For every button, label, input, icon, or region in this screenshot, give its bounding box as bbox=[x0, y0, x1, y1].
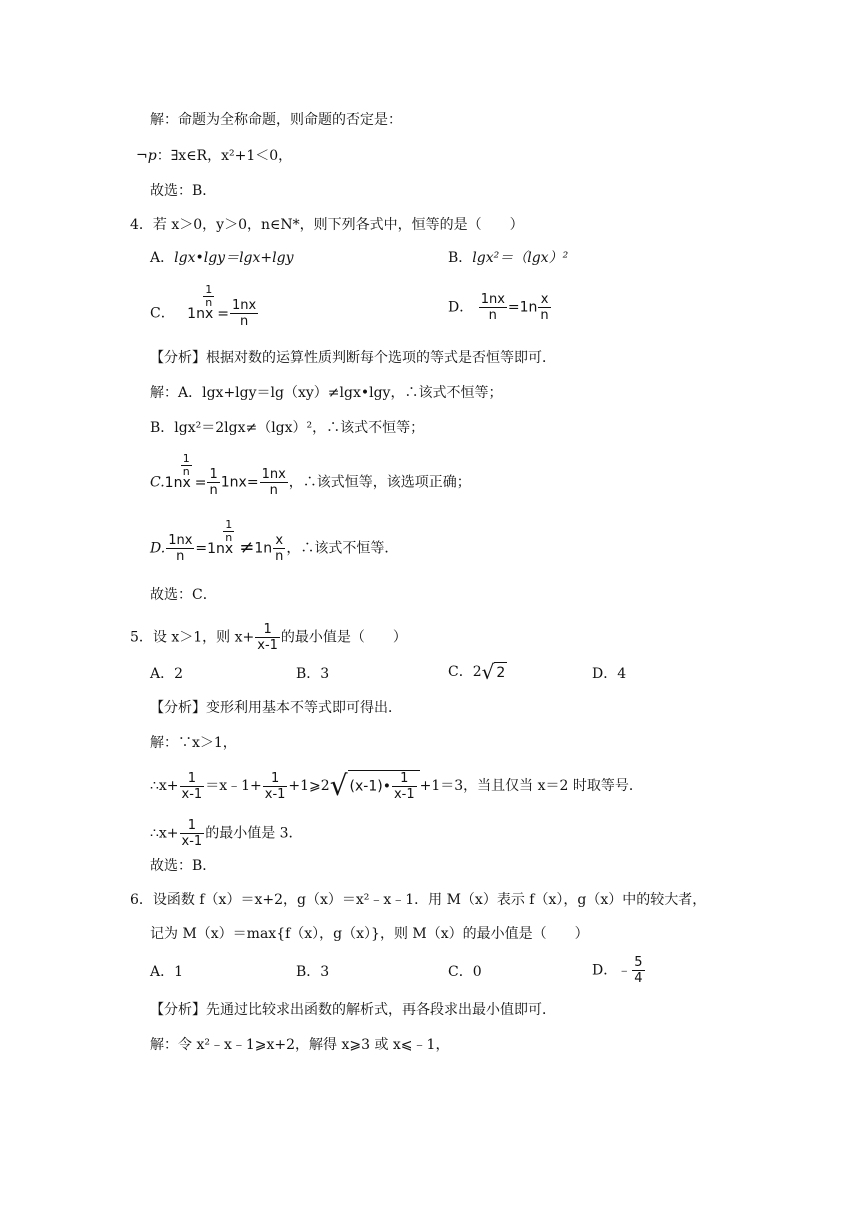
q4-solution-a: 解：A．lgx+lgy＝lg（xy）≠lgx•lgy，∴该式不恒等； bbox=[150, 385, 503, 401]
q4-solution-b: B．lgx²＝2lgx≠（lgx）²，∴该式不恒等； bbox=[150, 420, 425, 436]
power-fraction: $\frac{1}{n}$ bbox=[205, 282, 213, 309]
option-text: lgx²＝（lgx）² bbox=[472, 250, 569, 266]
option-label: C． bbox=[150, 305, 175, 322]
ln-fraction: $\frac{1nx}{n}$ bbox=[231, 298, 257, 329]
q4-option-a bbox=[150, 248, 293, 268]
ln-term: 1nx bbox=[187, 305, 214, 322]
q4-option-d bbox=[448, 292, 552, 323]
q6-option-a: A．1 bbox=[150, 964, 184, 980]
x-over-n: $\frac{x}{n}$ bbox=[275, 533, 284, 564]
ln-power-expr: 1nx $\frac{1}{n}$ bbox=[207, 517, 234, 557]
q4-option-b bbox=[448, 248, 568, 268]
neg-symbol: ¬ bbox=[136, 148, 148, 164]
sqrt-symbol: √ 2 bbox=[481, 660, 506, 684]
sqrt-symbol: √ (x-1)• $\frac{1}{x-1}$ bbox=[330, 770, 420, 802]
ln-term: 1n bbox=[519, 299, 538, 316]
q6-stem-1: 6．设函数 f（x）＝x+2，g（x）＝x²﹣x﹣1．用 M（x）表示 f（x），g（x）中的较大者， bbox=[130, 892, 707, 908]
q5-solution-1: 解：∵x＞1， bbox=[150, 735, 237, 751]
ln-fraction: $\frac{1nx}{n}$ bbox=[168, 533, 193, 564]
option-label: B． bbox=[448, 250, 473, 266]
one-over-n: $\frac{1}{n}$ bbox=[209, 467, 218, 498]
q5-option-c: C．2√ 2 bbox=[448, 660, 506, 684]
q3-answer: 故选：B． bbox=[150, 183, 217, 199]
equals: = bbox=[217, 305, 229, 322]
not-equal: ≠ bbox=[239, 536, 255, 558]
q5-option-b: B．3 bbox=[296, 666, 330, 682]
q6-option-b: B．3 bbox=[296, 964, 330, 980]
option-label: A． bbox=[150, 250, 175, 266]
q6-stem-2: 记为 M（x）＝max{f（x），g（x）}，则 M（x）的最小值是（ ） bbox=[150, 926, 589, 942]
q5-stem: 5．设 x＞1，则 x+ $\frac{1}{x-1}$ 的最小值是（ ） bbox=[130, 622, 407, 653]
q5-solution-2: ∴x+ $\frac{1}{x-1}$ ＝x﹣1+ $\frac{1}{x-1}$ +1⩾2√ (x-1)• $\frac{1}{x-1}$ +1＝3，当且仅当 x＝2 时取等号． bbox=[150, 769, 643, 802]
q5-number: 5． bbox=[130, 629, 153, 646]
q6-number: 6． bbox=[130, 892, 153, 908]
q3-negation bbox=[136, 146, 292, 166]
q5-solution-3: ∴x+ $\frac{1}{x-1}$ 的最小值是 3． bbox=[150, 818, 303, 849]
q6-solution: 解：令 x²﹣x﹣1⩾x+2，解得 x⩾3 或 x⩽﹣1， bbox=[150, 1037, 450, 1053]
solution-label: C. bbox=[150, 474, 165, 491]
solution-label: D. bbox=[150, 540, 166, 557]
equals: = bbox=[507, 299, 520, 316]
q4-analysis: 【分析】根据对数的运算性质判断每个选项的等式是否恒等即可． bbox=[150, 350, 556, 366]
neg-p: p bbox=[147, 148, 157, 164]
q6-analysis: 【分析】先通过比较求出函数的解析式，再各段求出最小值即可． bbox=[150, 1002, 556, 1018]
q6-option-d: D．﹣ $\frac{5}{4}$ bbox=[592, 955, 643, 986]
neg-body: ：∃x∈R，x²+1＜0， bbox=[156, 148, 293, 164]
ln-fraction: $\frac{1nx}{n}$ bbox=[480, 292, 505, 323]
q5-fraction: $\frac{1}{x-1}$ bbox=[257, 622, 278, 653]
ln-power-expr bbox=[187, 282, 214, 324]
option-text: lgx•lgy＝lgx+lgy bbox=[174, 250, 294, 266]
ln-fraction: $\frac{1nx}{n}$ bbox=[261, 467, 286, 498]
q5-option-a: A．2 bbox=[150, 666, 184, 682]
q5-answer: 故选：B． bbox=[150, 858, 217, 874]
q4-stem bbox=[130, 215, 524, 235]
q4-solution-c: C.1nx $\frac{1}{n}$ = $\frac{1}{n}$ 1nx= $\frac{1nx}{n}$ ，∴该式恒等，该选项正确； bbox=[150, 451, 471, 498]
q3-solution-line: 解：命题为全称命题，则命题的否定是： bbox=[150, 112, 402, 128]
q6-option-c: C．0 bbox=[448, 964, 482, 980]
q4-solution-d: D. $\frac{1nx}{n}$ =1nx $\frac{1}{n}$ ≠1n $\frac{x}{n}$ ，∴该式不恒等． bbox=[150, 517, 399, 564]
neg-five-fourths: $\frac{5}{4}$ bbox=[634, 955, 643, 986]
q4-number: 4． bbox=[130, 217, 153, 233]
q5-analysis: 【分析】变形利用基本不等式即可得出． bbox=[150, 700, 402, 716]
q5-option-d: D．4 bbox=[592, 666, 627, 682]
q4-stem-text: 若 x＞0，y＞0，n∈N*，则下列各式中，恒等的是（ ） bbox=[152, 217, 524, 233]
solution-text: ，∴该式恒等，该选项正确； bbox=[288, 474, 471, 491]
x-over-n: $\frac{x}{n}$ bbox=[540, 292, 549, 323]
q4-answer: 故选：C． bbox=[150, 587, 217, 603]
solution-text: ，∴该式不恒等． bbox=[286, 540, 399, 557]
q4-option-c bbox=[150, 282, 259, 329]
option-label: D． bbox=[448, 299, 474, 316]
ln-power-expr: 1nx $\frac{1}{n}$ bbox=[164, 451, 191, 491]
